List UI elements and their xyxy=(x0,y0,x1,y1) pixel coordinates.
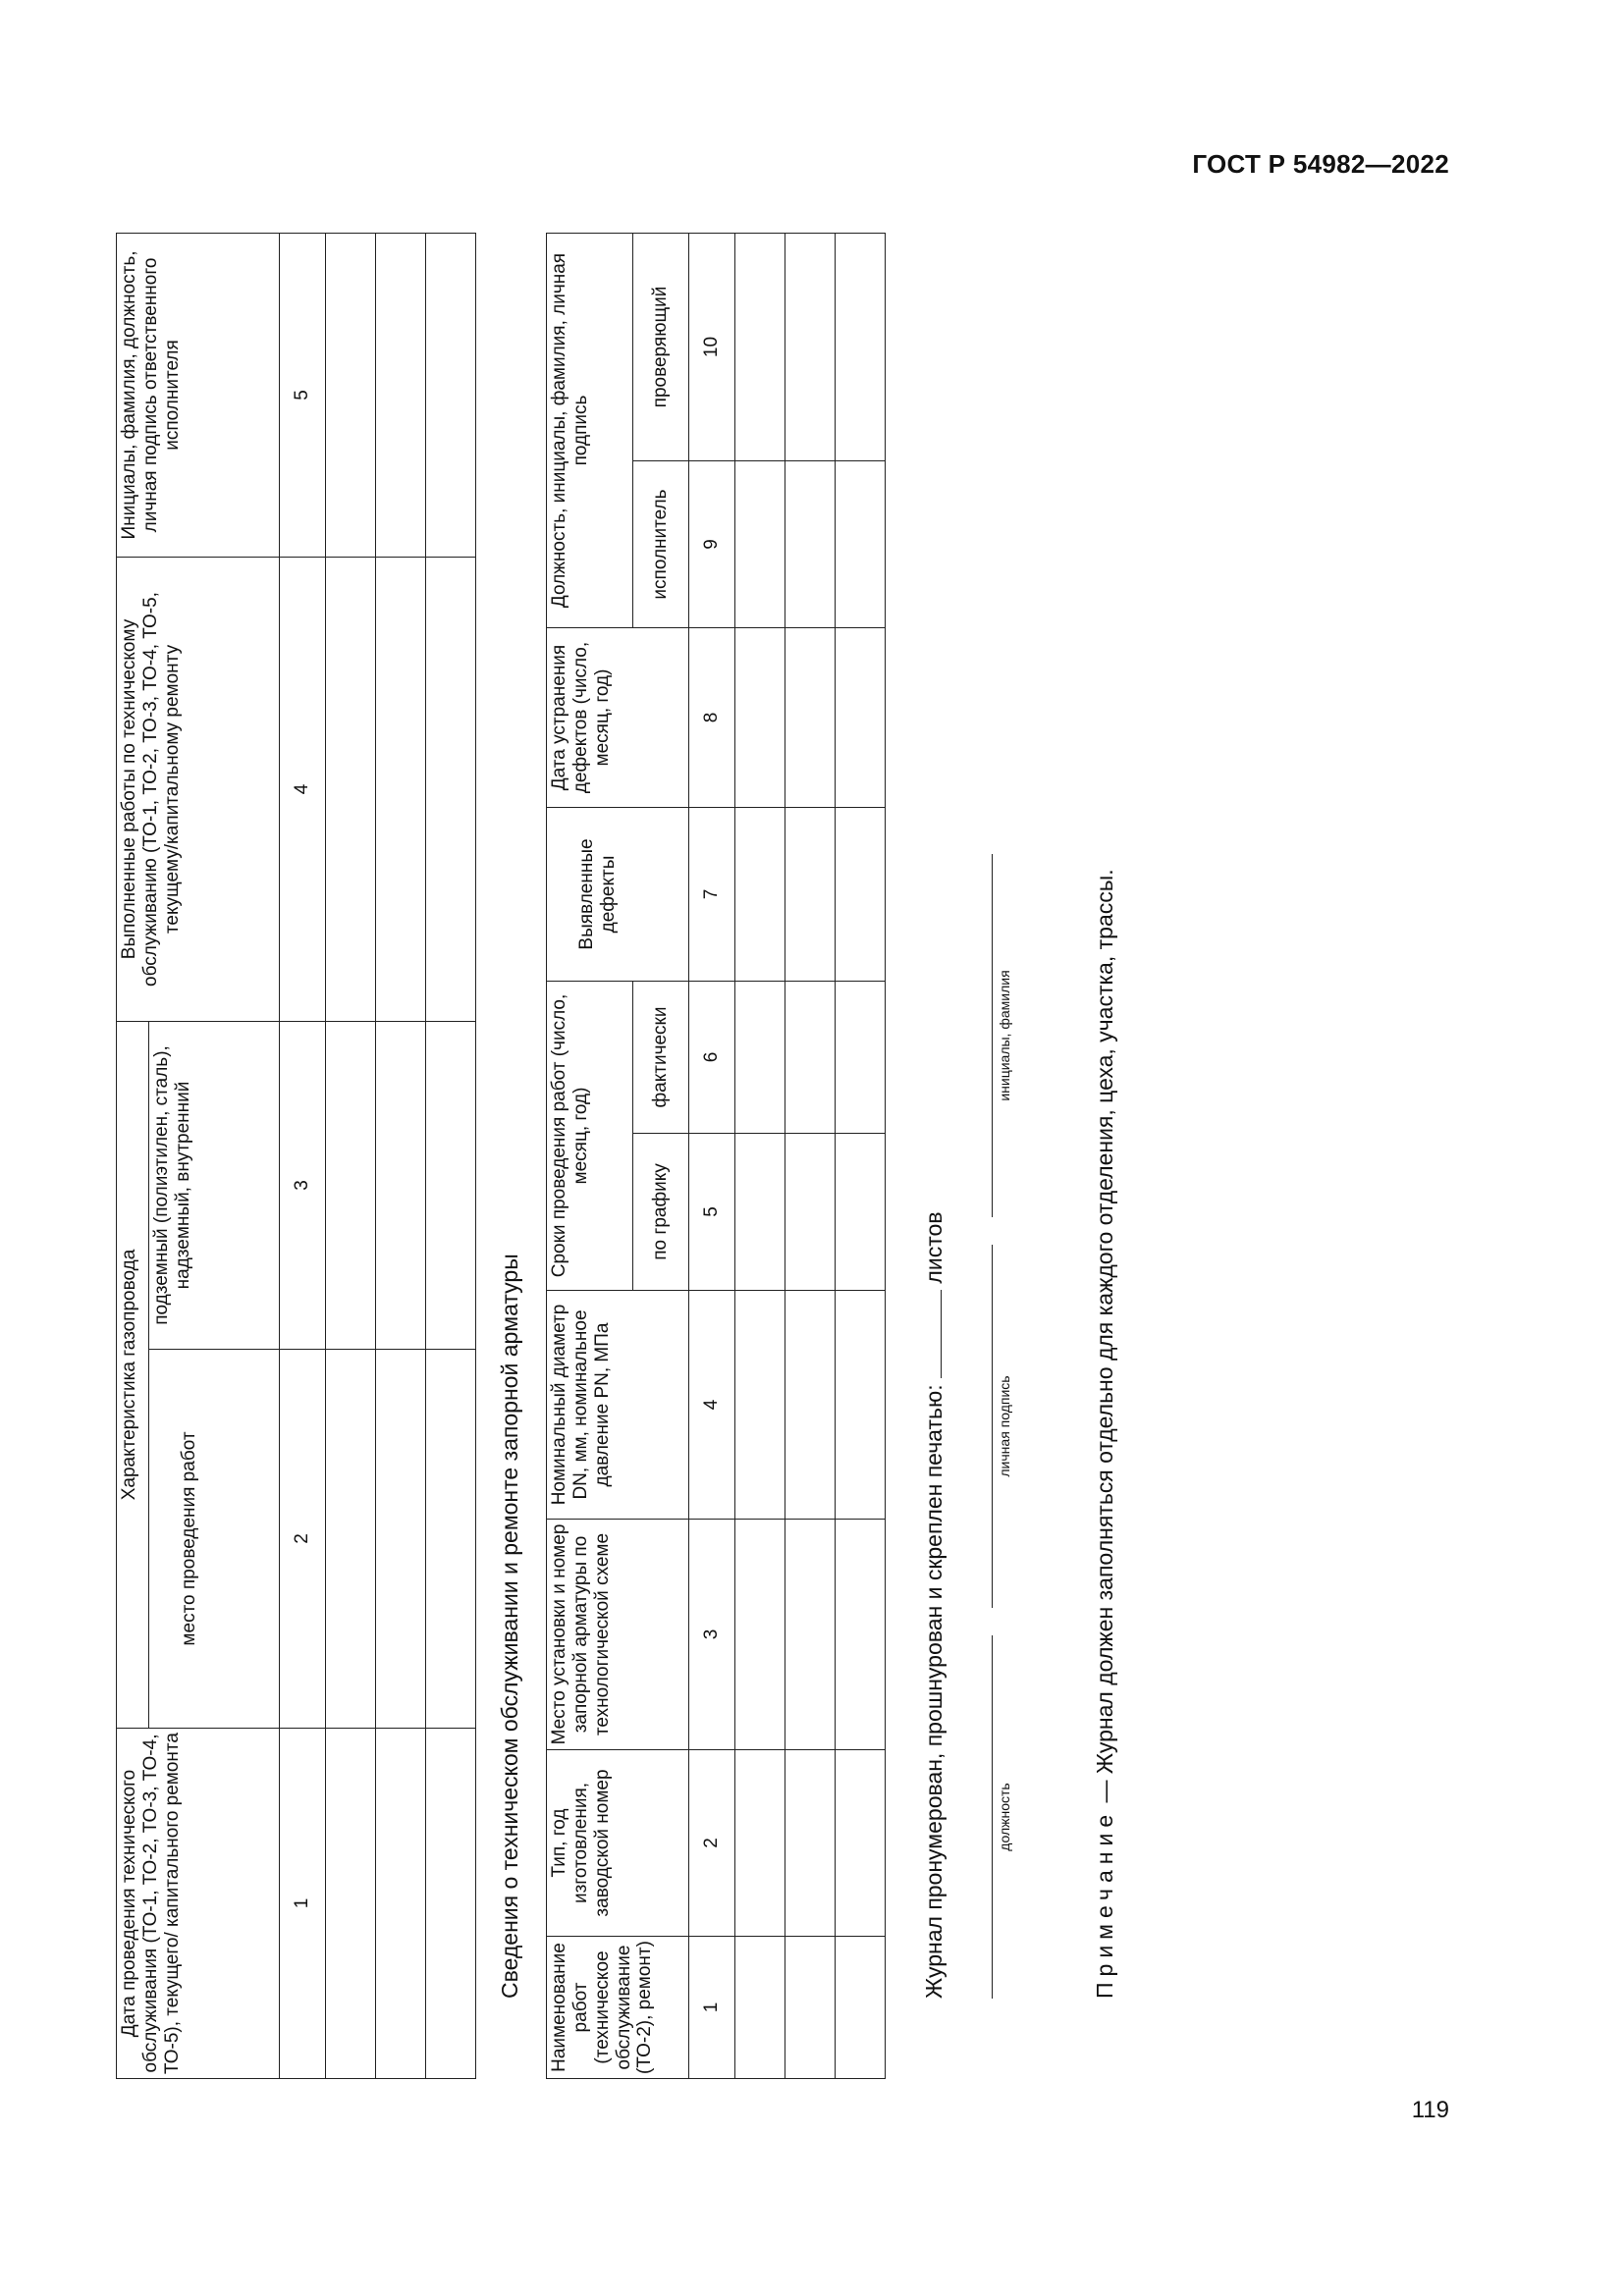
col-num-6: 6 xyxy=(689,982,735,1134)
signature-label: личная подпись xyxy=(997,1375,1012,1477)
note xyxy=(1092,869,1118,1999)
section-heading: Сведения о техническом обслуживании и ремонте запорной арматуры xyxy=(497,1254,522,1999)
col-num-9: 9 xyxy=(689,461,735,628)
maintenance-log-table xyxy=(116,233,476,2079)
header-terms: Сроки проведения работ (число, месяц, год) xyxy=(547,982,633,1291)
col-num-4: 4 xyxy=(689,1291,735,1520)
header-responsible: Инициалы, фамилия, должность, личная подпись ответственного исполнителя xyxy=(117,233,280,557)
col-num-2: 2 xyxy=(280,1350,326,1729)
table-row xyxy=(785,234,836,2079)
sheets-count-blank xyxy=(923,1290,942,1378)
col-num-1: 1 xyxy=(689,1937,735,2079)
col-num-4: 4 xyxy=(280,557,326,1021)
table1-number-row xyxy=(280,233,326,2078)
table-row xyxy=(735,234,785,2079)
col-num-3: 3 xyxy=(280,1021,326,1349)
document-code: ГОСТ Р 54982—2022 xyxy=(1192,149,1449,179)
header-actual: фактически xyxy=(633,982,689,1134)
table2-number-row xyxy=(689,234,735,2079)
signature-line xyxy=(992,1245,994,1608)
header-works: Выполненные работы по техническому обслуживанию (ТО-1, ТО-2, ТО-3, ТО-4, ТО-5, текущему/капитальному ремонту xyxy=(117,557,280,1021)
table-row xyxy=(326,233,376,2078)
col-num-1: 1 xyxy=(280,1729,326,2079)
table1-header-row1 xyxy=(117,233,149,2078)
position-label: должность xyxy=(997,1783,1012,1851)
header-pipeline-group: Характеристика газопровода xyxy=(117,1021,149,1728)
note-caption: Примечание xyxy=(1092,1808,1117,1999)
col-num-10: 10 xyxy=(689,234,735,461)
rotated-content xyxy=(108,224,1117,2081)
header-nominal: Номинальный диаметр DN, мм, номинальное давление PN, МПа xyxy=(547,1291,689,1520)
header-fix-date: Дата устранения дефектов (число, месяц, год) xyxy=(547,628,689,808)
header-work-name: Наименование работ (техническое обслуживание (ТО-2), ремонт) xyxy=(547,1937,689,2079)
table-row xyxy=(426,233,476,2078)
col-num-5: 5 xyxy=(280,233,326,557)
note-text: — Журнал должен заполняться отдельно для каждого отделения, цеха, участка, трассы. xyxy=(1092,869,1117,1803)
header-location: Место установки и номер запорной арматуры по технологической схеме xyxy=(547,1520,689,1750)
header-schedule: по графику xyxy=(633,1134,689,1291)
col-num-3: 3 xyxy=(689,1520,735,1750)
header-type-year: Тип, год изготовления, заводской номер xyxy=(547,1750,689,1937)
header-defects: Выявленные дефекты xyxy=(547,808,689,982)
position-line xyxy=(992,1635,994,1999)
header-sign-group: Должность, инициалы, фамилия, личная подпись xyxy=(547,234,633,628)
col-num-5: 5 xyxy=(689,1134,735,1291)
col-num-8: 8 xyxy=(689,628,735,808)
col-num-2: 2 xyxy=(689,1750,735,1937)
table-row xyxy=(376,233,426,2078)
header-checker: проверяющий xyxy=(633,234,689,461)
table-row xyxy=(836,234,886,2079)
valve-maintenance-table xyxy=(546,233,886,2079)
header-place: место проведения работ xyxy=(149,1350,280,1729)
name-label: инициалы, фамилия xyxy=(997,970,1012,1101)
table2-header-row1 xyxy=(547,234,633,2079)
page-number: 119 xyxy=(1411,2097,1449,2123)
name-line xyxy=(992,854,994,1217)
header-pipeline-type: подземный (полиэтилен, сталь), надземный, внутренний xyxy=(149,1021,280,1349)
header-executor: исполнитель xyxy=(633,461,689,628)
col-num-7: 7 xyxy=(689,808,735,982)
header-date: Дата проведения технического обслуживания (ТО-1, ТО-2, ТО-3, ТО-4, ТО-5), текущего/ капитального ремонта xyxy=(117,1729,280,2079)
journal-text: Журнал пронумерован, прошнурован и скреплен печатью: xyxy=(921,1384,947,1999)
journal-statement xyxy=(921,1212,947,1999)
journal-text-after: листов xyxy=(921,1211,947,1284)
